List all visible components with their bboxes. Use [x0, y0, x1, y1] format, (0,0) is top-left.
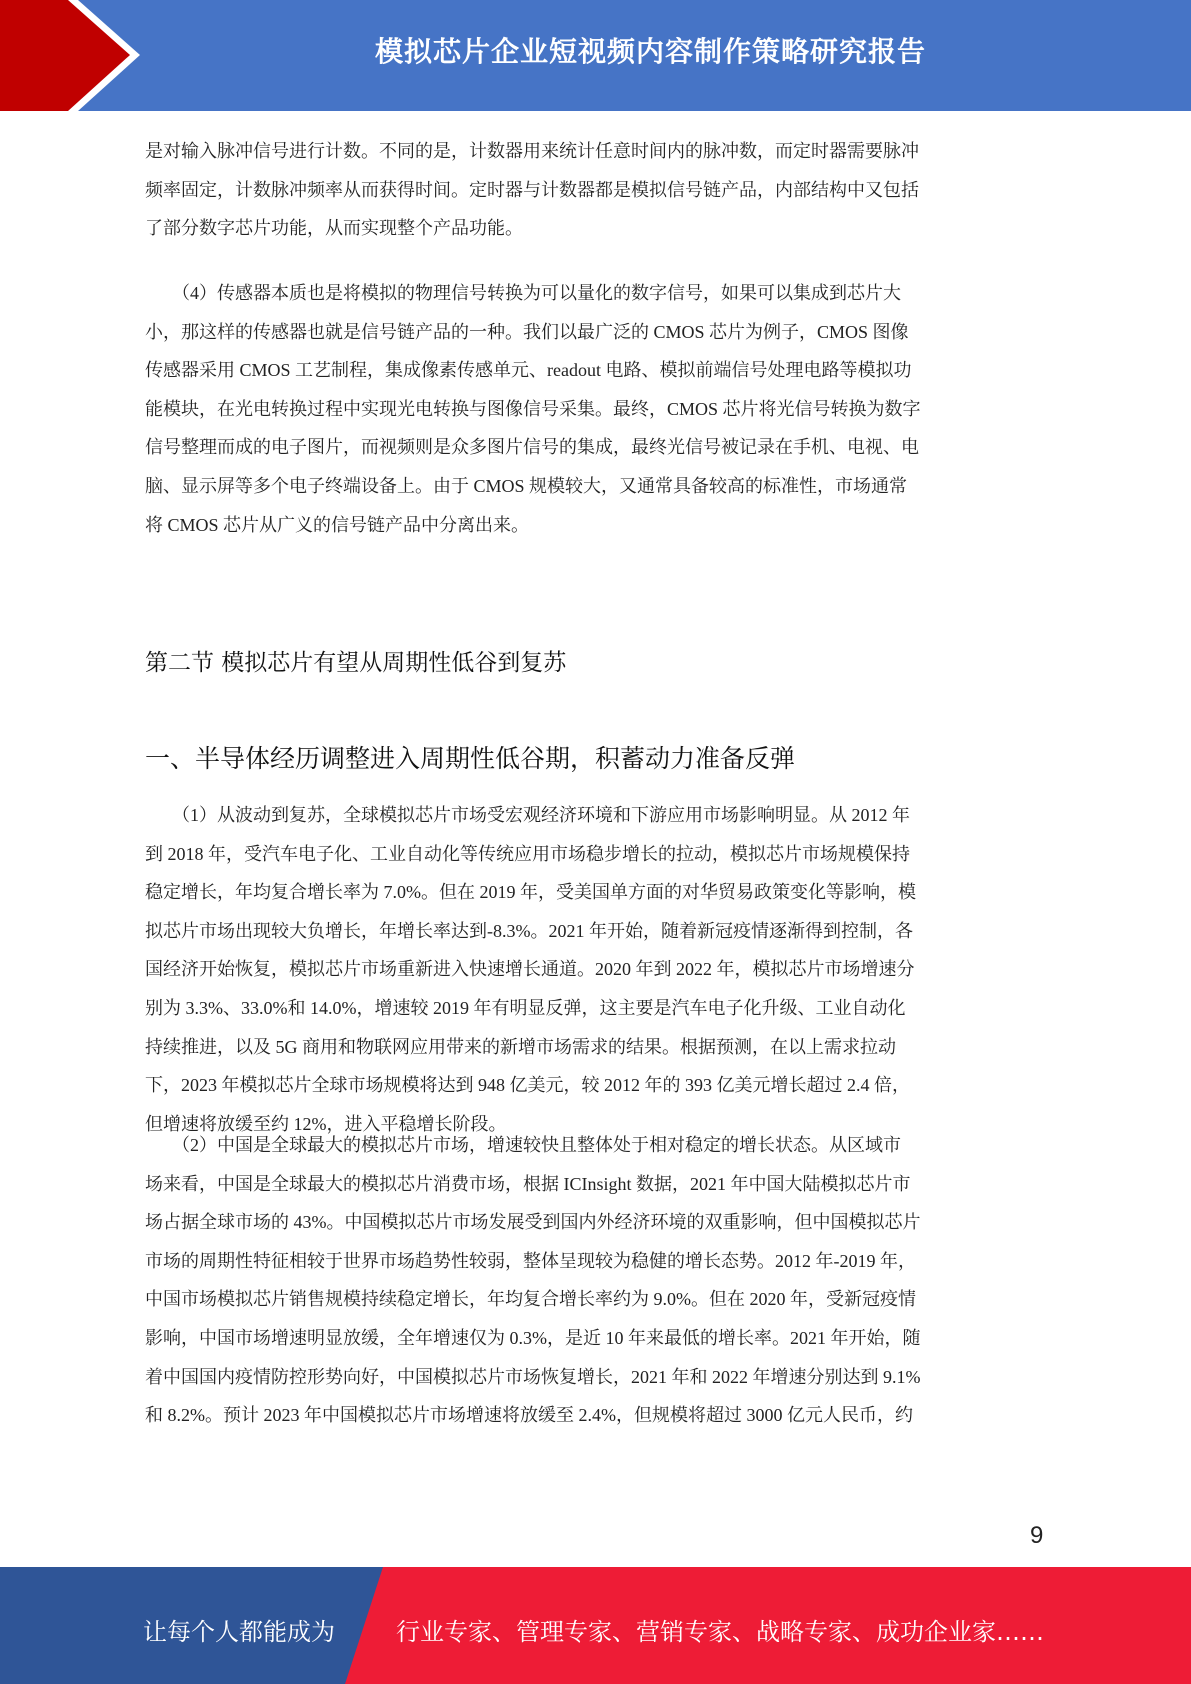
text-line: 别为 3.3%、33.0%和 14.0%，增速较 2019 年有明显反弹，这主要是汽车电子化升级、工业自动化 [145, 997, 906, 1018]
text-line: 是对输入脉冲信号进行计数。不同的是，计数器用来统计任意时间内的脉冲数，而定时器需要脉冲 [145, 141, 919, 161]
text-line: 稳定增长，年均复合增长率为 7.0%。但在 2019 年，受美国单方面的对华贸易政策变化等影响，模 [145, 882, 916, 903]
text-line: 市场的周期性特征相较于世界市场趋势性较弱，整体呈现较为稳健的增长态势。2012 年-2019 年， [145, 1250, 916, 1271]
text-line: 影响，中国市场增速明显放缓，全年增速仅为 0.3%，是近 10 年来最低的增长率。2021 年开始，随 [145, 1327, 921, 1348]
text-line: 下，2023 年模拟芯片全球市场规模将达到 948 亿美元，较 2012 年的 393 亿美元增长超过 2.4 倍， [145, 1075, 910, 1096]
subsection-heading: 一、半导体经历调整进入周期性低谷期，积蓄动力准备反弹 [145, 744, 796, 773]
section-heading: 第二节 模拟芯片有望从周期性低谷到复苏 [145, 650, 567, 676]
paragraph-china-market [145, 1126, 1045, 1435]
text-line: 国经济开始恢复，模拟芯片市场重新进入快速增长通道。2020 年到 2022 年，模拟芯片市场增速分 [145, 959, 915, 980]
text-line: 场来看，中国是全球最大的模拟芯片消费市场，根据 ICInsight 数据，2021 年中国大陆模拟芯片市 [145, 1173, 911, 1194]
footer-slogan-right: 行业专家、管理专家、营销专家、战略专家、成功企业家…… [396, 1618, 1044, 1646]
text-line: 小，那这样的传感器也就是信号链产品的一种。我们以最广泛的 CMOS 芯片为例子，CMOS 图像 [145, 321, 909, 342]
page-footer [0, 1567, 1191, 1684]
text-line: 中国市场模拟芯片销售规模持续稳定增长，年均复合增长率约为 9.0%。但在 2020 年，受新冠疫情 [145, 1289, 916, 1310]
text-line: 场占据全球市场的 43%。中国模拟芯片市场发展受到国内外经济环境的双重影响，但中国模拟芯片 [145, 1212, 921, 1233]
paragraph-timers [145, 132, 1045, 248]
text-line: （4）传感器本质也是将模拟的物理信号转换为可以量化的数字信号，如果可以集成到芯片大 [145, 283, 901, 303]
footer-slogan-left: 让每个人都能成为 [143, 1618, 335, 1646]
page-header [0, 0, 1191, 111]
text-line: 能模块，在光电转换过程中实现光电转换与图像信号采集。最终，CMOS 芯片将光信号转换为数字 [145, 398, 921, 419]
text-line: 信号整理而成的电子图片，而视频则是众多图片信号的集成，最终光信号被记录在手机、电视、电 [145, 437, 919, 458]
text-line: 了部分数字芯片功能，从而实现整个产品功能。 [145, 218, 523, 239]
text-line: 拟芯片市场出现较大负增长，年增长率达到-8.3%。2021 年开始，随着新冠疫情逐渐得到控制，各 [145, 920, 913, 941]
text-line: 传感器采用 CMOS 工艺制程，集成像素传感单元、readout 电路、模拟前端信号处理电路等模拟功 [145, 360, 912, 381]
text-line: 着中国国内疫情防控形势向好，中国模拟芯片市场恢复增长，2021 年和 2022 年增速分别达到 9.1% [145, 1366, 921, 1387]
report-title: 模拟芯片企业短视频内容制作策略研究报告 [374, 35, 926, 68]
text-line: 频率固定，计数脉冲频率从而获得时间。定时器与计数器都是模拟信号链产品，内部结构中又包括 [145, 179, 919, 200]
paragraph-sensors [145, 274, 1045, 544]
text-line: （1）从波动到复苏，全球模拟芯片市场受宏观经济环境和下游应用市场影响明显。从 2012 年 [145, 805, 910, 825]
text-line: 到 2018 年，受汽车电子化、工业自动化等传统应用市场稳步增长的拉动，模拟芯片市场规模保持 [145, 843, 910, 864]
text-line: 但增速将放缓至约 12%，进入平稳增长阶段。 [145, 1113, 507, 1134]
text-line: 将 CMOS 芯片从广义的信号链产品中分离出来。 [145, 514, 530, 535]
text-line: 和 8.2%。预计 2023 年中国模拟芯片市场增速将放缓至 2.4%，但规模将超过 3000 亿元人民币，约 [145, 1405, 913, 1426]
page-number: 9 [1030, 1522, 1044, 1549]
text-line: （2）中国是全球最大的模拟芯片市场，增速较快且整体处于相对稳定的增长状态。从区域市 [145, 1135, 901, 1155]
paragraph-global-market [145, 796, 1045, 1143]
text-line: 脑、显示屏等多个电子终端设备上。由于 CMOS 规模较大，又通常具备较高的标准性，市场通常 [145, 475, 908, 496]
text-line: 持续推进，以及 5G 商用和物联网应用带来的新增市场需求的结果。根据预测，在以上需求拉动 [145, 1036, 896, 1057]
